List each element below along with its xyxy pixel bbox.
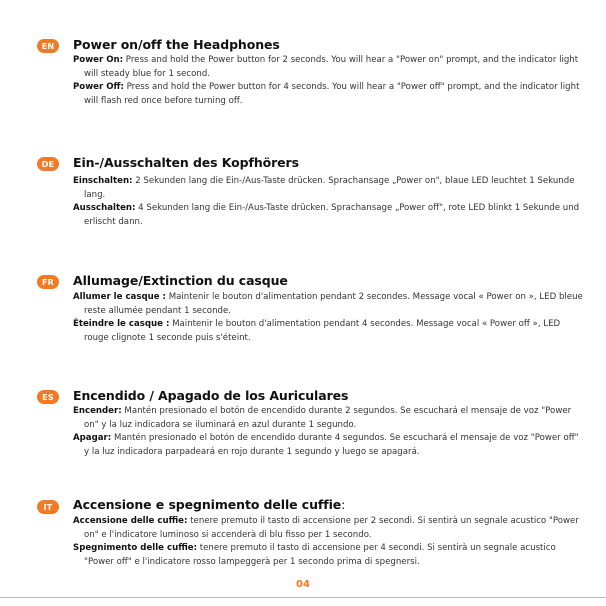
instruction-label: Encender:	[73, 406, 122, 416]
instruction-text: Press and hold the Power button for 2 seconds. You will hear a "Power on" prompt, and the indicator light will steady blue for 1 second.	[84, 55, 579, 79]
instruction-label: Power Off:	[73, 82, 124, 92]
instruction-label: Apagar:	[73, 433, 112, 443]
instruction-power-off-de	[73, 202, 584, 229]
language-badge-es: ES	[37, 390, 59, 404]
section-title-suffix: :	[341, 497, 346, 512]
language-badge-fr: FR	[37, 275, 59, 289]
instruction-text: Mantén presionado el botón de encendido durante 4 segundos. Se escuchará el mensaje de voz "Power off" y la luz indicadora parpadeará en rojo durante 1 segundo y luego se apagará.	[84, 433, 579, 457]
language-badge-it: IT	[37, 500, 59, 514]
instruction-label: Einschalten:	[73, 176, 133, 186]
instruction-power-on-de	[73, 175, 584, 202]
instruction-text: 2 Sekunden lang die Ein-/Aus-Taste drücken. Sprachansage „Power on", blaue LED leuchtet 1 Sekunde lang.	[84, 176, 575, 200]
instruction-text: tenere premuto il tasto di accensione per 4 secondi. Si sentirà un segnale acustico "Power off" e l'indicatore rosso lampeggerà per 1 secondo prima di spegnersi.	[84, 543, 556, 567]
instruction-power-on-es	[73, 405, 584, 432]
section-title-fr: Allumage/Extinction du casque	[73, 273, 288, 288]
instruction-label: Power On:	[73, 55, 124, 65]
instruction-text: Press and hold the Power button for 4 seconds. You will hear a "Power off" prompt, and the indicator light will flash red once before turning off.	[84, 82, 580, 106]
instruction-power-off-fr	[73, 318, 584, 345]
instruction-text: Maintenir le bouton d'alimentation pendant 4 secondes. Message vocal « Power off », LED rouge clignote 1 seconde puis s'éteint.	[84, 319, 561, 343]
section-title-es: Encendido / Apagado de los Auriculares	[73, 388, 349, 403]
instruction-label: Spegnimento delle cuffie:	[73, 543, 198, 553]
instruction-power-off-es	[73, 432, 584, 459]
instruction-text: Maintenir le bouton d'alimentation pendant 2 secondes. Message vocal « Power on », LED bleue reste allumée pendant 1 seconde.	[84, 292, 583, 316]
language-badge-de: DE	[37, 157, 59, 171]
section-title-en: Power on/off the Headphones	[73, 37, 280, 52]
instruction-text: tenere premuto il tasto di accensione per 2 secondi. Si sentirà un segnale acustico "Power on" e l'indicatore luminoso si accenderà di blu fisso per 1 secondo.	[84, 516, 579, 540]
instruction-power-off-en	[73, 81, 584, 108]
instruction-label: Allumer le casque :	[73, 292, 166, 302]
instruction-power-on-fr	[73, 291, 584, 318]
instruction-label: Accensione delle cuffie:	[73, 516, 188, 526]
instruction-power-on-en	[73, 54, 584, 81]
page-number: 04	[296, 579, 310, 590]
instruction-label: Éteindre le casque :	[73, 319, 170, 329]
instruction-power-off-it	[73, 542, 584, 569]
instruction-text: Mantén presionado el botón de encendido durante 2 segundos. Se escuchará el mensaje de voz "Power on" y la luz indicadora se iluminará en azul durante 1 segundo.	[84, 406, 572, 430]
instruction-power-on-it	[73, 515, 584, 542]
section-title-de: Ein-/Ausschalten des Kopfhörers	[73, 155, 299, 170]
section-title-it	[73, 497, 345, 512]
footer-divider	[0, 597, 606, 598]
instruction-label: Ausschalten:	[73, 203, 136, 213]
instruction-text: 4 Sekunden lang die Ein-/Aus-Taste drücken. Sprachansage „Power off", rote LED blinkt 1 Sekunde und erlischt dann.	[84, 203, 580, 227]
section-title-text: Accensione e spegnimento delle cuffie	[73, 497, 342, 512]
language-badge-en: EN	[37, 39, 59, 53]
